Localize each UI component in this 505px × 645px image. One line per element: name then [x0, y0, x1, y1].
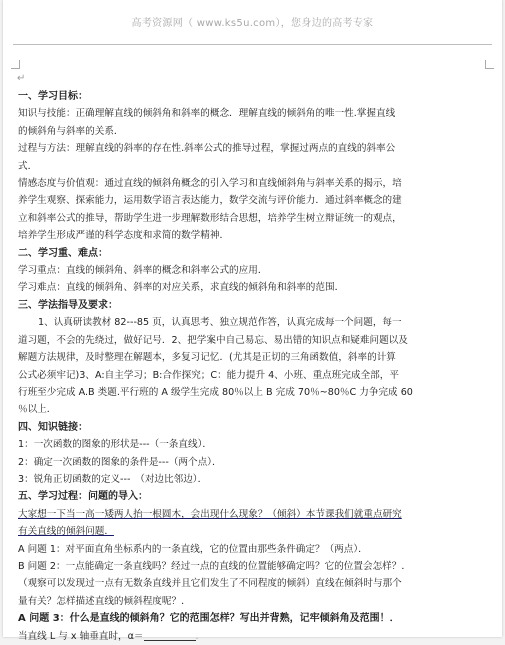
text-line: 知识与技能：正确理解直线的倾斜角和斜率的概念．理解直线的倾斜角的唯一性.掌握直线 — [18, 108, 396, 120]
document-body — [18, 88, 492, 645]
text-line: 公式必须牢记)3、A:自主学习；B:合作探究；C：能力提升 4、小班、重点班完成全部，平 — [18, 369, 399, 381]
last-line: 当直线 L 与 x 轴垂直时，α＝ ． — [18, 630, 206, 642]
last-line-prefix: 当直线 L 与 x 轴垂直时， — [18, 630, 128, 642]
text-line: 1：一次函数的图象的形状是---（一条直线）． — [18, 439, 212, 451]
text-line: 道习题，不会的先绕过，做好记号．2、把学案中自己易忘、易出错的知识点和疑难问题以及 — [18, 334, 408, 346]
text-line: 式． — [18, 160, 38, 172]
text-line: （观察可以发现过一点有无数条直线并且它们发生了不同程度的倾斜）直线在倾斜时与那个 — [18, 578, 402, 590]
page-header: 高考资源网（ www.ks5u.com），您身边的高考专家 — [131, 18, 374, 29]
header-divider — [13, 44, 492, 45]
text-line: 过程与方法：理解直线的斜率的存在性.斜率公式的推导过程，掌握过两点的直线的斜率公 — [18, 143, 396, 155]
last-line-alpha: α＝ — [127, 630, 144, 642]
text-line: 大家想一下当一高一矮两人抬一根圆木，会出现什么现象？（倾斜）本节课我们就重点研究 — [18, 508, 402, 520]
section-heading: 一、学习目标： — [18, 91, 88, 102]
crop-mark-top-left — [11, 60, 20, 69]
section-heading: A 问题 3：什么是直线的倾斜角？它的范围怎样？写出并背熟，记牢倾斜角及范围！． — [18, 613, 400, 625]
section-heading: 五、学习过程：问题的导入： — [18, 491, 148, 503]
text-line: 培养学生形成严谨的科学态度和求简的数学精神． — [18, 230, 230, 242]
text-line: 情感态度与价值观：通过直线的倾斜角概念的引入学习和直线倾斜角与斜率关系的揭示，培 — [18, 178, 402, 190]
text-line: ％以上． — [18, 404, 57, 416]
text-line: 行班至少完成 A.B 类题.平行班的 A 级学生完成 80％以上 B 完成 70％~80％C 力争完成 60 — [18, 386, 413, 398]
document-page — [3, 0, 502, 642]
section-heading: 四、知识链接： — [18, 421, 88, 433]
text-line: B 问题 2：一点能确定一条直线吗？经过一点的直线的位置能够确定吗？它的位置会怎样？． — [18, 560, 411, 572]
text-line: 立和斜率公式的推导，帮助学生进一步理解数形结合思想，培养学生树立辩证统一的观点， — [18, 212, 402, 224]
text-line: 1、认真研读教材 82---85 页，认真思考、独立规范作答，认真完成每一个问题，每一 — [38, 317, 402, 329]
text-line: 解题方法规律，及时整理在解题本，多复习记忆．(尤其是正切的三角函数值，斜率的计算 — [18, 352, 396, 364]
crop-mark-top-right — [485, 60, 494, 69]
text-line: 2：确定一次函数的图象的条件是---（两个点）． — [18, 456, 222, 468]
text-line: 的倾斜角与斜率的关系． — [18, 125, 124, 137]
section-heading: 三、学法指导及要求： — [18, 299, 118, 311]
text-line: 养学生观察、探索能力，运用数学语言表达能力，数学交流与评价能力．通过斜率概念的建 — [18, 195, 402, 207]
text-line: 量有关？怎样描述直线的倾斜程度呢？． — [18, 595, 191, 607]
text-line: 学习难点：直线的倾斜角、斜率的对应关系，求直线的倾斜角和斜率的范围． — [18, 282, 345, 294]
section-heading: 二、学习重、难点： — [18, 247, 108, 259]
text-line: 有关直线的倾斜问题． — [18, 526, 114, 538]
answer-blank[interactable] — [144, 630, 196, 641]
text-line: 学习重点：直线的倾斜角、斜率的概念和斜率公式的应用． — [18, 265, 268, 277]
text-line: A 问题 1：对平面直角坐标系内的一条直线，它的位置由那些条件确定？（两点）． — [18, 543, 368, 555]
paragraph-return-mark: ↵ — [17, 73, 26, 84]
text-line: 3：锐角正切函数的定义--- （对边比邻边）． — [18, 473, 208, 485]
